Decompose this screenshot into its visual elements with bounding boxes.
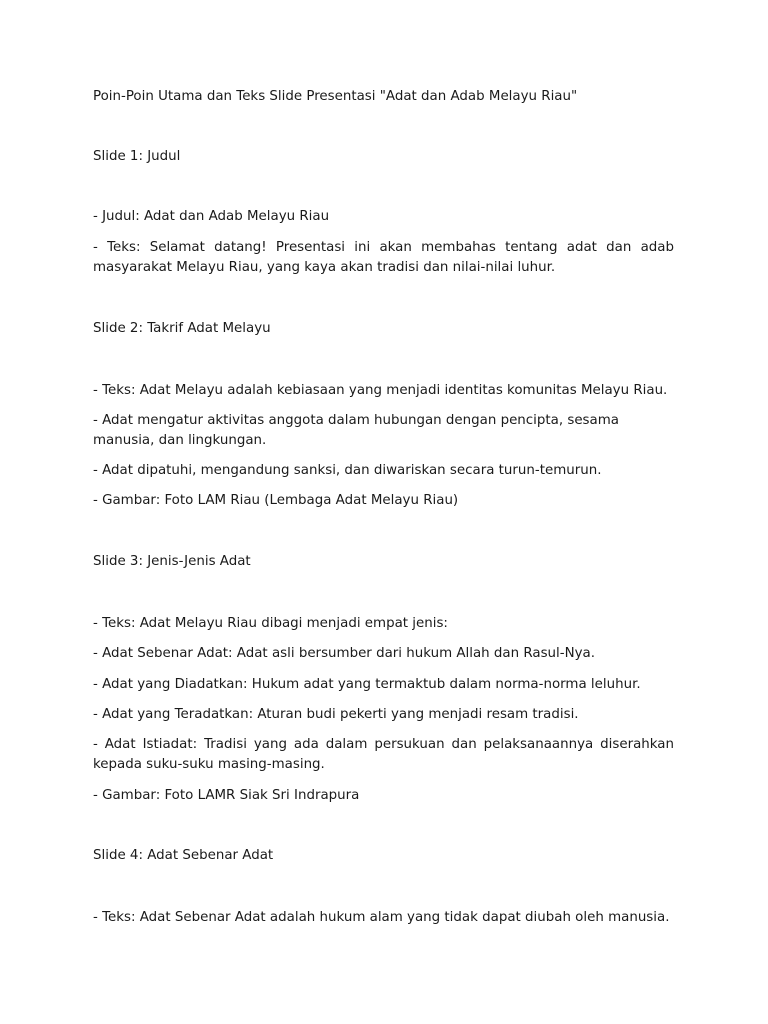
slide1-judul: - Judul: Adat dan Adab Melayu Riau xyxy=(93,209,330,224)
slide3-point4: - Adat Istiadat: Tradisi yang ada dalam persukuan dan pelaksanaannya diserahkan kepada suku-suku masing-masing. xyxy=(93,737,674,772)
slide2-teks: - Teks: Adat Melayu adalah kebiasaan yang menjadi identitas komunitas Melayu Riau. xyxy=(93,383,668,398)
slide3-heading: Slide 3: Jenis-Jenis Adat xyxy=(93,554,251,569)
slide4-heading: Slide 4: Adat Sebenar Adat xyxy=(93,848,274,863)
slide3-point3: - Adat yang Teradatkan: Aturan budi pekerti yang menjadi resam tradisi. xyxy=(93,707,579,722)
slide2-point2: - Adat dipatuhi, mengandung sanksi, dan diwariskan secara turun-temurun. xyxy=(93,463,602,478)
document-title: Poin-Poin Utama dan Teks Slide Presentasi "Adat dan Adab Melayu Riau" xyxy=(93,89,578,104)
slide2-heading: Slide 2: Takrif Adat Melayu xyxy=(93,321,271,336)
slide1-teks: - Teks: Selamat datang! Presentasi ini akan membahas tentang adat dan adab masyarakat Melayu Riau, yang kaya akan tradisi dan nilai-nilai luhur. xyxy=(93,240,674,275)
slide3-point1: - Adat Sebenar Adat: Adat asli bersumber dari hukum Allah dan Rasul-Nya. xyxy=(93,646,595,661)
slide3-teks: - Teks: Adat Melayu Riau dibagi menjadi empat jenis: xyxy=(93,616,448,631)
slide4-teks: - Teks: Adat Sebenar Adat adalah hukum alam yang tidak dapat diubah oleh manusia. xyxy=(93,910,670,925)
slide3-point2: - Adat yang Diadatkan: Hukum adat yang termaktub dalam norma-norma leluhur. xyxy=(93,677,641,692)
slide3-gambar: - Gambar: Foto LAMR Siak Sri Indrapura xyxy=(93,788,360,803)
slide2-gambar: - Gambar: Foto LAM Riau (Lembaga Adat Melayu Riau) xyxy=(93,493,459,508)
slide1-heading: Slide 1: Judul xyxy=(93,149,181,164)
slide2-point1: - Adat mengatur aktivitas anggota dalam hubungan dengan pencipta, sesama manusia, dan lingkungan. xyxy=(93,413,619,448)
